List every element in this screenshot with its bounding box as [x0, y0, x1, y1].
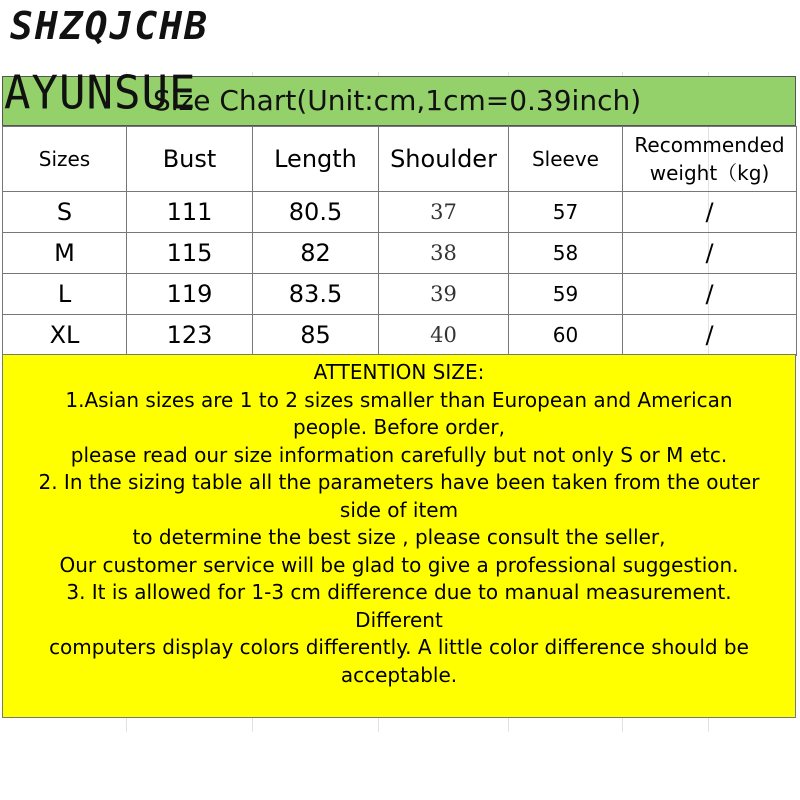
cell-bust: 119	[127, 274, 253, 315]
header-length: Length	[253, 127, 379, 192]
attention-line: computers display colors differently. A little color difference should be	[49, 635, 749, 659]
cell-size: XL	[3, 315, 127, 356]
cell-shoulder: 38	[379, 233, 509, 274]
cell-length: 83.5	[253, 274, 379, 315]
cell-bust: 115	[127, 233, 253, 274]
size-chart-title: Size Chart(Unit:cm,1cm=0.39inch)	[153, 84, 642, 117]
attention-line: acceptable.	[340, 662, 458, 687]
cell-size: L	[3, 274, 127, 315]
table-row	[3, 233, 797, 274]
header-rec-line2: weight（kg)	[649, 161, 770, 185]
cell-bust: 123	[127, 315, 253, 356]
header-sizes: Sizes	[3, 127, 127, 192]
attention-line: people. Before order,	[293, 415, 505, 439]
brand-logo-text: SHZQJCHB	[10, 4, 210, 48]
attention-line: 2. In the sizing table all the parameters have been taken from the outer	[38, 470, 760, 494]
attention-line: side of item	[339, 497, 459, 522]
cell-weight: /	[623, 274, 797, 315]
table-row	[3, 192, 797, 233]
attention-line: 3. It is allowed for 1-3 cm difference due to manual measurement.	[66, 580, 732, 604]
table-row	[3, 274, 797, 315]
attention-line: 1.Asian sizes are 1 to 2 sizes smaller than European and American	[65, 387, 733, 412]
cell-shoulder: 40	[379, 315, 509, 356]
attention-notice	[2, 354, 796, 718]
cell-sleeve: 59	[509, 274, 623, 315]
header-rec-line1: Recommended	[634, 133, 785, 157]
cell-size: M	[3, 233, 127, 274]
header-bust: Bust	[127, 127, 253, 192]
attention-line: to determine the best size , please consult the seller,	[132, 525, 666, 549]
watermark-text: AYUNSUE	[4, 66, 197, 121]
cell-weight: /	[623, 315, 797, 356]
header-recommended-weight	[623, 127, 797, 192]
cell-length: 85	[253, 315, 379, 356]
cell-size: S	[3, 192, 127, 233]
cell-sleeve: 57	[509, 192, 623, 233]
table-header-row	[3, 127, 797, 192]
attention-heading: ATTENTION SIZE:	[313, 360, 485, 384]
cell-shoulder: 37	[379, 192, 509, 233]
cell-weight: /	[623, 233, 797, 274]
attention-line: Different	[355, 607, 443, 632]
cell-bust: 111	[127, 192, 253, 233]
header-sleeve: Sleeve	[509, 127, 623, 192]
header-shoulder: Shoulder	[379, 127, 509, 192]
cell-sleeve: 60	[509, 315, 623, 356]
size-table	[2, 126, 797, 356]
cell-shoulder: 39	[379, 274, 509, 315]
attention-line: Our customer service will be glad to give a professional suggestion.	[59, 552, 739, 577]
cell-weight: /	[623, 192, 797, 233]
cell-sleeve: 58	[509, 233, 623, 274]
cell-length: 82	[253, 233, 379, 274]
cell-length: 80.5	[253, 192, 379, 233]
attention-line: please read our size information carefully but not only S or M etc.	[70, 442, 728, 467]
table-row	[3, 315, 797, 356]
